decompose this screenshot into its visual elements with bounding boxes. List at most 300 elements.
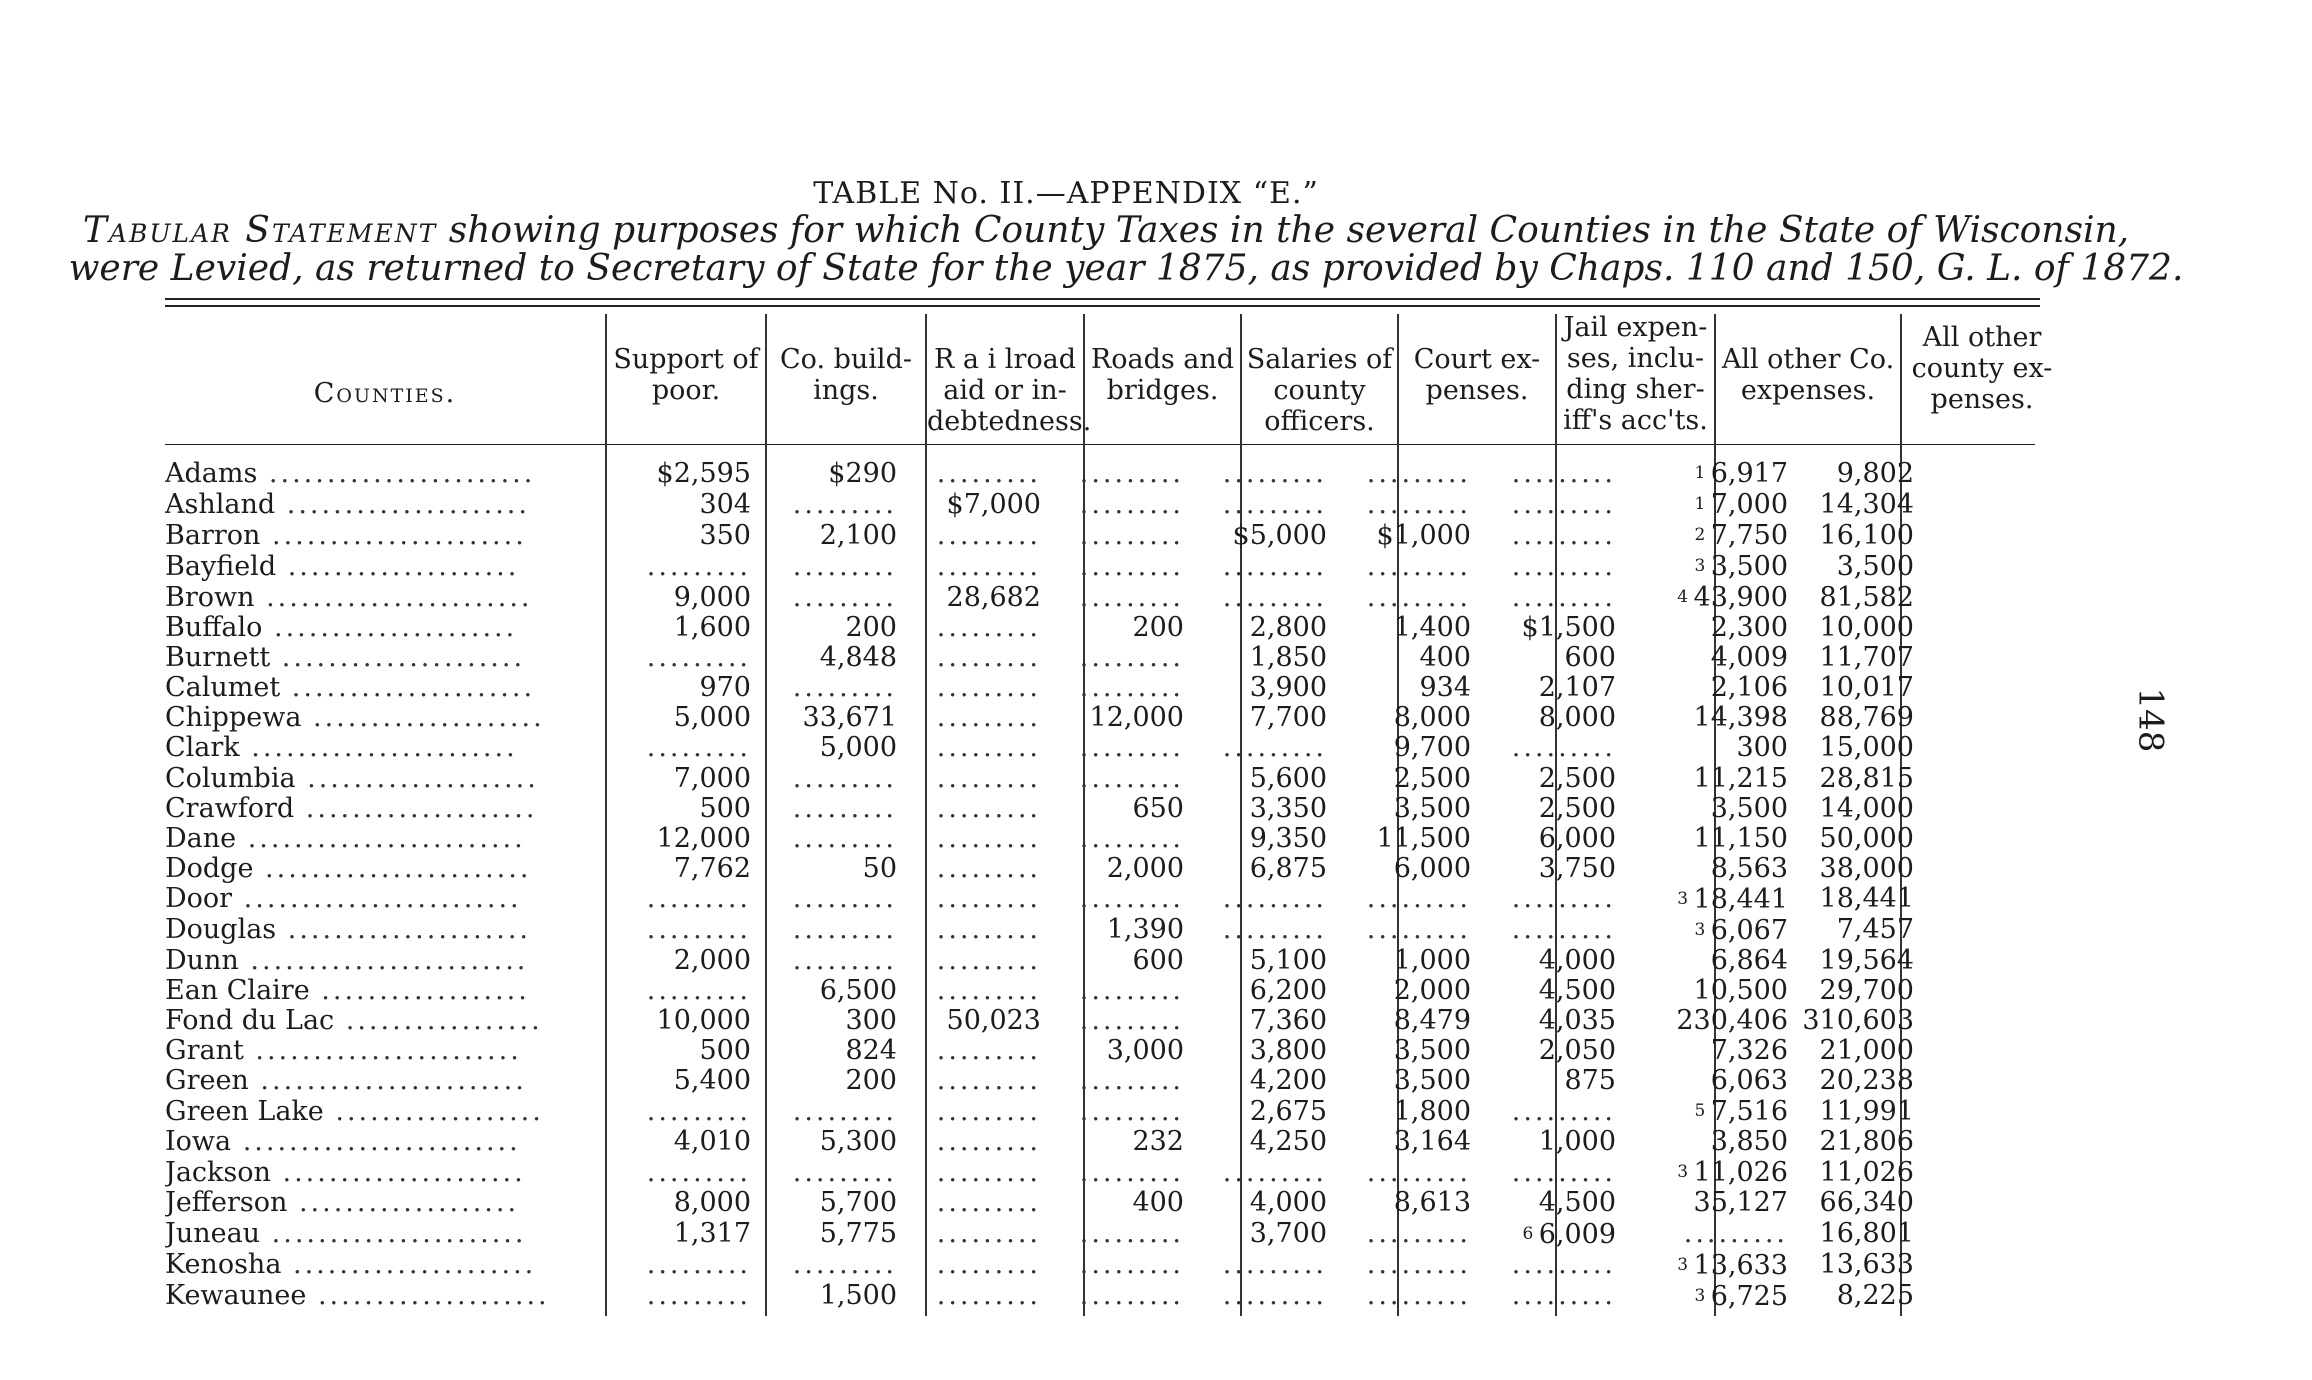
cell-salaries: 4,000 (1249, 1188, 1327, 1219)
cell-railroad-aid: ......... (936, 945, 1041, 976)
cell-jail-expenses: 2,500 (1538, 793, 1616, 824)
cell-all-other-county-expenses: 16,100 (1819, 520, 1914, 551)
cell-county-name: Kenosha ..................... (165, 1249, 537, 1280)
cell-all-other-co-expenses: 35,127 (1693, 1188, 1788, 1219)
cell-support-of-poor: 5,000 (673, 703, 751, 734)
table-row (165, 1157, 1914, 1188)
cell-all-other-county-expenses: 10,000 (1819, 613, 1914, 644)
cell-co-buildings: ......... (792, 1157, 897, 1188)
cell-roads-bridges: 400 (1132, 1188, 1184, 1219)
cell-support-of-poor: 350 (699, 520, 751, 551)
cell-railroad-aid: ......... (936, 763, 1041, 794)
cell-all-other-co-expenses: 14,398 (1693, 703, 1788, 734)
cell-salaries: 3,350 (1249, 793, 1327, 824)
cell-court-expenses: 3,500 (1393, 1066, 1471, 1097)
cell-co-buildings: ......... (792, 489, 897, 520)
cell-all-other-co-expenses: 7,326 (1710, 1036, 1788, 1067)
cell-all-other-co-expenses: 2,106 (1710, 673, 1788, 704)
top-rule-2 (165, 305, 2040, 307)
cell-county-name: Dodge ....................... (165, 853, 532, 884)
table-row (165, 1096, 1914, 1127)
cell-court-expenses: ......... (1366, 489, 1471, 520)
cell-court-expenses: ......... (1366, 458, 1471, 489)
table-row (165, 915, 1914, 946)
table-row (165, 582, 1914, 613)
cell-roads-bridges: 650 (1132, 793, 1184, 824)
cell-railroad-aid: ......... (936, 793, 1041, 824)
table-row (165, 763, 1914, 793)
cell-all-other-county-expenses: 3,500 (1836, 551, 1914, 582)
cell-county-name: Ashland ..................... (165, 489, 530, 520)
cell-all-other-co-expenses: $^3$ 6,067 (1694, 914, 1788, 946)
table-row (165, 458, 1914, 489)
cell-support-of-poor: ......... (646, 1157, 751, 1188)
cell-roads-bridges: ......... (1079, 883, 1184, 915)
cell-salaries: ......... (1222, 1157, 1327, 1188)
cell-roads-bridges: ......... (1079, 1096, 1184, 1127)
cell-county-name: Iowa ........................ (165, 1127, 521, 1158)
cell-support-of-poor: ......... (646, 551, 751, 582)
cell-co-buildings: 5,000 (819, 733, 897, 764)
cell-county-name: Douglas ..................... (165, 914, 531, 946)
cell-jail-expenses: 3,750 (1538, 853, 1616, 884)
cell-railroad-aid: ......... (936, 1188, 1041, 1219)
cell-co-buildings: ......... (792, 945, 897, 976)
cell-roads-bridges: ......... (1079, 489, 1184, 520)
cell-court-expenses: 1,800 (1393, 1096, 1471, 1127)
cell-court-expenses: ......... (1366, 1280, 1471, 1311)
cell-jail-expenses: ......... (1511, 914, 1616, 946)
cell-jail-expenses: ......... (1511, 1157, 1616, 1188)
cell-railroad-aid: ......... (936, 914, 1041, 946)
cell-support-of-poor: 500 (699, 1036, 751, 1067)
cell-support-of-poor: 1,317 (673, 1218, 751, 1249)
cell-salaries: 3,900 (1249, 673, 1327, 704)
cell-co-buildings: 5,775 (819, 1218, 897, 1249)
cell-county-name: Columbia .................... (165, 763, 539, 794)
cell-all-other-county-expenses: 18,441 (1819, 883, 1914, 915)
cell-roads-bridges: ......... (1079, 1280, 1184, 1311)
cell-co-buildings: 2,100 (819, 520, 897, 551)
cell-county-name: Door ........................ (165, 883, 522, 915)
cell-roads-bridges: ......... (1079, 823, 1184, 854)
cell-co-buildings: 200 (845, 1066, 897, 1097)
cell-salaries: ......... (1222, 1249, 1327, 1280)
cell-county-name: Dane ........................ (165, 823, 526, 854)
cell-roads-bridges: ......... (1079, 1249, 1184, 1280)
cell-salaries: 1,850 (1249, 643, 1327, 674)
cell-all-other-county-expenses: 21,000 (1819, 1036, 1914, 1067)
cell-all-other-co-expenses: 2,300 (1710, 613, 1788, 644)
cell-court-expenses: 2,500 (1393, 763, 1471, 794)
cell-all-other-co-expenses: $^3$ 6,725 (1694, 1280, 1788, 1312)
table-row (165, 733, 1914, 763)
cell-roads-bridges: 2,000 (1106, 853, 1184, 884)
table-row (165, 946, 1914, 976)
cell-support-of-poor: ......... (646, 1280, 751, 1311)
cell-all-other-county-expenses: 20,238 (1819, 1066, 1914, 1097)
cell-all-other-co-expenses: $^3$ 18,441 (1677, 883, 1788, 915)
cell-roads-bridges: ......... (1079, 975, 1184, 1006)
cell-all-other-county-expenses: 11,026 (1819, 1157, 1914, 1188)
cell-jail-expenses: ......... (1511, 1096, 1616, 1127)
cell-all-other-co-expenses: 3,850 (1710, 1127, 1788, 1158)
cell-support-of-poor: ......... (646, 733, 751, 764)
cell-court-expenses: 1,000 (1393, 945, 1471, 976)
cell-jail-expenses: ......... (1511, 520, 1616, 551)
table-row (165, 1281, 1914, 1312)
table-row (165, 824, 1914, 854)
cell-all-other-co-expenses: $^1$ 6,917 (1694, 458, 1788, 489)
cell-court-expenses: 934 (1419, 673, 1471, 704)
cell-railroad-aid: ......... (936, 673, 1041, 704)
cell-support-of-poor: ......... (646, 883, 751, 915)
footnote-marker: 6 (1522, 1223, 1539, 1244)
table-row (165, 703, 1914, 733)
cell-salaries: 3,700 (1249, 1218, 1327, 1249)
footnote-marker: 3 (1677, 888, 1694, 909)
cell-county-name: Grant ....................... (165, 1036, 522, 1067)
cell-co-buildings: $290 (828, 458, 897, 489)
table-title: TABLE No. II.—APPENDIX “E.” (813, 176, 1319, 211)
cell-all-other-co-expenses: $^3$ 13,633 (1677, 1249, 1788, 1281)
cell-all-other-co-expenses: $^4$ 43,900 (1677, 582, 1788, 613)
cell-support-of-poor: 500 (699, 793, 751, 824)
cell-court-expenses: 400 (1419, 643, 1471, 674)
cell-all-other-county-expenses: 14,000 (1819, 793, 1914, 824)
table-row (165, 643, 1914, 673)
cell-support-of-poor: ......... (646, 975, 751, 1006)
cell-court-expenses: 2,000 (1393, 975, 1471, 1006)
cell-roads-bridges: 12,000 (1089, 703, 1184, 734)
cell-all-other-county-expenses: 11,991 (1819, 1096, 1914, 1127)
table-row (165, 673, 1914, 703)
cell-jail-expenses: 4,500 (1538, 975, 1616, 1006)
cell-all-other-co-expenses: 4,009 (1710, 643, 1788, 674)
cell-court-expenses: ......... (1366, 551, 1471, 582)
page-number: 148 (2130, 687, 2171, 753)
cell-railroad-aid: 50,023 (946, 1006, 1041, 1037)
cell-support-of-poor: ......... (646, 914, 751, 946)
cell-roads-bridges: 200 (1132, 613, 1184, 644)
cell-co-buildings: ......... (792, 1096, 897, 1127)
cell-co-buildings: 200 (845, 613, 897, 644)
cell-court-expenses: ......... (1366, 1157, 1471, 1188)
cell-salaries: 3,800 (1249, 1036, 1327, 1067)
cell-all-other-county-expenses: 66,340 (1819, 1188, 1914, 1219)
cell-court-expenses: ......... (1366, 883, 1471, 915)
cell-roads-bridges: ......... (1079, 1218, 1184, 1249)
cell-salaries: 9,350 (1249, 823, 1327, 854)
cell-railroad-aid: ......... (936, 975, 1041, 1006)
footnote-marker: 3 (1677, 1162, 1694, 1183)
cell-jail-expenses: ......... (1511, 733, 1616, 764)
cell-salaries: 6,875 (1249, 853, 1327, 884)
cell-all-other-county-expenses: 10,017 (1819, 673, 1914, 704)
cell-salaries: ......... (1222, 458, 1327, 489)
cell-support-of-poor: 5,400 (673, 1066, 751, 1097)
cell-roads-bridges: ......... (1079, 458, 1184, 489)
cell-jail-expenses: ......... (1511, 582, 1616, 613)
cell-jail-expenses: ......... (1511, 551, 1616, 582)
cell-all-other-co-expenses: $^1$ 7,000 (1694, 489, 1788, 520)
cell-co-buildings: 33,671 (802, 703, 897, 734)
top-rule-1 (165, 298, 2040, 300)
cell-railroad-aid: ......... (936, 1249, 1041, 1280)
cell-jail-expenses: 600 (1564, 643, 1616, 674)
cell-co-buildings: 6,500 (819, 975, 897, 1006)
cell-jail-expenses: 4,500 (1538, 1188, 1616, 1219)
cell-all-other-county-expenses: 29,700 (1819, 975, 1914, 1006)
cell-all-other-county-expenses: 28,815 (1819, 763, 1914, 794)
cell-all-other-county-expenses: 310,603 (1802, 1006, 1914, 1037)
cell-all-other-county-expenses: 16,801 (1819, 1218, 1914, 1249)
cell-co-buildings: 50 (862, 853, 897, 884)
subtitle-rest: showing purposes for which County Taxes in the several Counties in the State of Wisconsin, (437, 210, 2130, 251)
cell-roads-bridges: 3,000 (1106, 1036, 1184, 1067)
cell-jail-expenses: ......... (1511, 883, 1616, 915)
cell-county-name: Kewaunee .................... (165, 1280, 550, 1311)
table-row (165, 489, 1914, 520)
header-co-buildings: Co. build- ings. (780, 344, 912, 406)
cell-court-expenses: 3,164 (1393, 1127, 1471, 1158)
cell-county-name: Brown ....................... (165, 582, 533, 613)
cell-jail-expenses: 1,000 (1538, 1127, 1616, 1158)
cell-county-name: Burnett ..................... (165, 643, 526, 674)
cell-county-name: Adams ....................... (165, 458, 536, 489)
table-row (165, 1127, 1914, 1157)
cell-court-expenses: 8,479 (1393, 1006, 1471, 1037)
cell-co-buildings: 5,700 (819, 1188, 897, 1219)
cell-jail-expenses: ......... (1511, 1280, 1616, 1311)
cell-support-of-poor: 2,000 (673, 945, 751, 976)
cell-co-buildings: 4,848 (819, 643, 897, 674)
table-subtitle-line2: were Levied, as returned to Secretary of State for the year 1875, as provided by Chaps. 110 and 150, G. L. of 1872. (68, 248, 2184, 289)
cell-all-other-county-expenses: 19,564 (1819, 945, 1914, 976)
cell-co-buildings: ......... (792, 551, 897, 582)
cell-co-buildings: ......... (792, 582, 897, 613)
header-salaries: Salaries of county officers. (1246, 344, 1393, 437)
cell-county-name: Calumet ..................... (165, 673, 536, 704)
cell-roads-bridges: 1,390 (1106, 914, 1184, 946)
table-row (165, 613, 1914, 643)
cell-co-buildings: 300 (845, 1006, 897, 1037)
cell-all-other-county-expenses: 81,582 (1819, 582, 1914, 613)
cell-all-other-county-expenses: 9,802 (1836, 458, 1914, 489)
cell-co-buildings: ......... (792, 673, 897, 704)
footnote-marker: 2 (1694, 525, 1711, 545)
cell-railroad-aid: ......... (936, 1036, 1041, 1067)
footnote-marker: 3 (1694, 919, 1711, 940)
cell-support-of-poor: 304 (699, 489, 751, 520)
cell-railroad-aid: ......... (936, 1066, 1041, 1097)
cell-all-other-co-expenses: 3,500 (1710, 793, 1788, 824)
cell-salaries: ......... (1222, 1280, 1327, 1311)
table-row (165, 854, 1914, 884)
table-row (165, 976, 1914, 1006)
cell-roads-bridges: ......... (1079, 1157, 1184, 1188)
cell-railroad-aid: ......... (936, 1157, 1041, 1188)
cell-co-buildings: ......... (792, 763, 897, 794)
cell-salaries: 5,100 (1249, 945, 1327, 976)
cell-salaries: 2,675 (1249, 1096, 1327, 1127)
table-subtitle-line1 (0, 210, 2262, 251)
header-court-expenses: Court ex- penses. (1413, 344, 1541, 406)
cell-jail-expenses: ......... (1511, 1249, 1616, 1280)
cell-jail-expenses: 6,000 (1538, 823, 1616, 854)
cell-support-of-poor: ......... (646, 1249, 751, 1280)
header-support-of-poor: Support of poor. (613, 344, 759, 406)
cell-all-other-county-expenses: 13,633 (1819, 1249, 1914, 1280)
cell-railroad-aid: ......... (936, 520, 1041, 551)
cell-support-of-poor: ......... (646, 643, 751, 674)
cell-support-of-poor: ......... (646, 1096, 751, 1127)
cell-all-other-county-expenses: 21,806 (1819, 1127, 1914, 1158)
footnote-marker: 3 (1694, 1285, 1711, 1306)
cell-court-expenses: ......... (1366, 914, 1471, 946)
cell-all-other-county-expenses: 8,225 (1836, 1280, 1914, 1311)
cell-co-buildings: ......... (792, 883, 897, 915)
cell-all-other-county-expenses: 50,000 (1819, 823, 1914, 854)
cell-roads-bridges: ......... (1079, 733, 1184, 764)
table-row (165, 884, 1914, 915)
cell-jail-expenses: 2,107 (1538, 673, 1616, 704)
cell-roads-bridges: ......... (1079, 673, 1184, 704)
cell-county-name: Buffalo ..................... (165, 613, 518, 644)
cell-salaries: ......... (1222, 883, 1327, 915)
cell-support-of-poor: 7,762 (673, 853, 751, 884)
table-row (165, 551, 1914, 582)
cell-salaries: 7,360 (1249, 1006, 1327, 1037)
cell-jail-expenses: 4,035 (1538, 1006, 1616, 1037)
table-row (165, 1066, 1914, 1096)
cell-court-expenses: 6,000 (1393, 853, 1471, 884)
cell-all-other-co-expenses: 11,215 (1693, 763, 1788, 794)
table-row (165, 1006, 1914, 1036)
cell-jail-expenses: 875 (1564, 1066, 1616, 1097)
cell-jail-expenses: ......... (1511, 489, 1616, 520)
cell-all-other-co-expenses: $^3$ 11,026 (1677, 1157, 1788, 1189)
table-body (165, 458, 1914, 1312)
cell-railroad-aid: ......... (936, 823, 1041, 854)
header-railroad-aid: R a i lroad aid or in- debtedness. (927, 344, 1092, 437)
cell-co-buildings: 1,500 (819, 1280, 897, 1311)
cell-support-of-poor: 1,600 (673, 613, 751, 644)
cell-court-expenses: 3,500 (1393, 1036, 1471, 1067)
cell-all-other-county-expenses: 15,000 (1819, 733, 1914, 764)
cell-court-expenses: 8,613 (1393, 1188, 1471, 1219)
cell-all-other-county-expenses: 88,769 (1819, 703, 1914, 734)
cell-county-name: Clark ....................... (165, 733, 518, 764)
table-row (165, 1188, 1914, 1218)
footnote-marker: 1 (1694, 494, 1711, 514)
cell-county-name: Fond du Lac ................. (165, 1006, 543, 1037)
cell-all-other-co-expenses: 8,563 (1710, 853, 1788, 884)
cell-county-name: Crawford .................... (165, 793, 538, 824)
table-row (165, 520, 1914, 551)
cell-railroad-aid: ......... (936, 551, 1041, 582)
cell-railroad-aid: ......... (936, 853, 1041, 884)
header-all-other-county-expenses: All other county ex- penses. (1911, 322, 2053, 415)
header-jail-expenses: Jail expen- ses, inclu- ding sher- iff's acc'ts. (1563, 312, 1708, 436)
cell-jail-expenses: 2,500 (1538, 763, 1616, 794)
cell-co-buildings: ......... (792, 823, 897, 854)
cell-all-other-county-expenses: 11,707 (1819, 643, 1914, 674)
cell-salaries: 7,700 (1249, 703, 1327, 734)
cell-court-expenses: $1,000 (1376, 520, 1471, 551)
cell-jail-expenses: 8,000 (1538, 703, 1616, 734)
cell-county-name: Ean Claire .................. (165, 975, 530, 1006)
cell-roads-bridges: ......... (1079, 582, 1184, 613)
cell-railroad-aid: ......... (936, 1127, 1041, 1158)
cell-salaries: ......... (1222, 551, 1327, 582)
cell-co-buildings: 5,300 (819, 1127, 897, 1158)
cell-roads-bridges: 232 (1132, 1127, 1184, 1158)
cell-salaries: 6,200 (1249, 975, 1327, 1006)
cell-jail-expenses: 2,050 (1538, 1036, 1616, 1067)
cell-roads-bridges: ......... (1079, 1006, 1184, 1037)
cell-support-of-poor: 4,010 (673, 1127, 751, 1158)
cell-railroad-aid: ......... (936, 643, 1041, 674)
footnote-marker: 3 (1677, 1254, 1694, 1275)
cell-county-name: Juneau ...................... (165, 1218, 527, 1249)
table-row (165, 794, 1914, 824)
cell-all-other-co-expenses: 6,063 (1710, 1066, 1788, 1097)
cell-county-name: Jefferson ................... (165, 1188, 520, 1219)
footnote-marker: 3 (1694, 556, 1711, 576)
cell-county-name: Barron ...................... (165, 520, 527, 551)
cell-county-name: Green ....................... (165, 1066, 527, 1097)
cell-salaries: $5,000 (1232, 520, 1327, 551)
header-roads-bridges: Roads and bridges. (1090, 344, 1235, 406)
cell-jail-expenses: 4,000 (1538, 945, 1616, 976)
cell-salaries: ......... (1222, 489, 1327, 520)
cell-railroad-aid: ......... (936, 458, 1041, 489)
cell-court-expenses: 11,500 (1376, 823, 1471, 854)
footnote-marker: 4 (1677, 587, 1694, 607)
subtitle-lead: Tabular Statement (82, 210, 438, 251)
header-all-other-co-expenses: All other Co. expenses. (1721, 344, 1895, 406)
cell-salaries: ......... (1222, 733, 1327, 764)
cell-railroad-aid: ......... (936, 613, 1041, 644)
cell-court-expenses: 3,500 (1393, 793, 1471, 824)
cell-railroad-aid: ......... (936, 1096, 1041, 1127)
cell-roads-bridges: ......... (1079, 1066, 1184, 1097)
cell-railroad-aid: ......... (936, 703, 1041, 734)
cell-support-of-poor: 8,000 (673, 1188, 751, 1219)
cell-all-other-co-expenses: 6,864 (1710, 945, 1788, 976)
cell-support-of-poor: 970 (699, 673, 751, 704)
header-counties: Counties. (313, 378, 457, 409)
cell-roads-bridges: ......... (1079, 520, 1184, 551)
table-row (165, 1036, 1914, 1066)
cell-support-of-poor: $2,595 (656, 458, 751, 489)
cell-support-of-poor: 12,000 (656, 823, 751, 854)
cell-all-other-co-expenses: ......... (1683, 1218, 1788, 1249)
cell-county-name: Chippewa .................... (165, 703, 545, 734)
cell-all-other-co-expenses: 11,150 (1693, 823, 1788, 854)
cell-all-other-co-expenses: $^3$ 3,500 (1694, 551, 1788, 582)
cell-court-expenses: ......... (1366, 1218, 1471, 1249)
table-row (165, 1250, 1914, 1281)
cell-county-name: Bayfield .................... (165, 551, 520, 582)
cell-jail-expenses: $^6$ 6,009 (1522, 1218, 1616, 1250)
cell-co-buildings: ......... (792, 793, 897, 824)
cell-all-other-county-expenses: 7,457 (1836, 914, 1914, 946)
header-rule (165, 444, 2035, 445)
cell-railroad-aid: ......... (936, 883, 1041, 915)
footnote-marker: 5 (1694, 1101, 1711, 1122)
